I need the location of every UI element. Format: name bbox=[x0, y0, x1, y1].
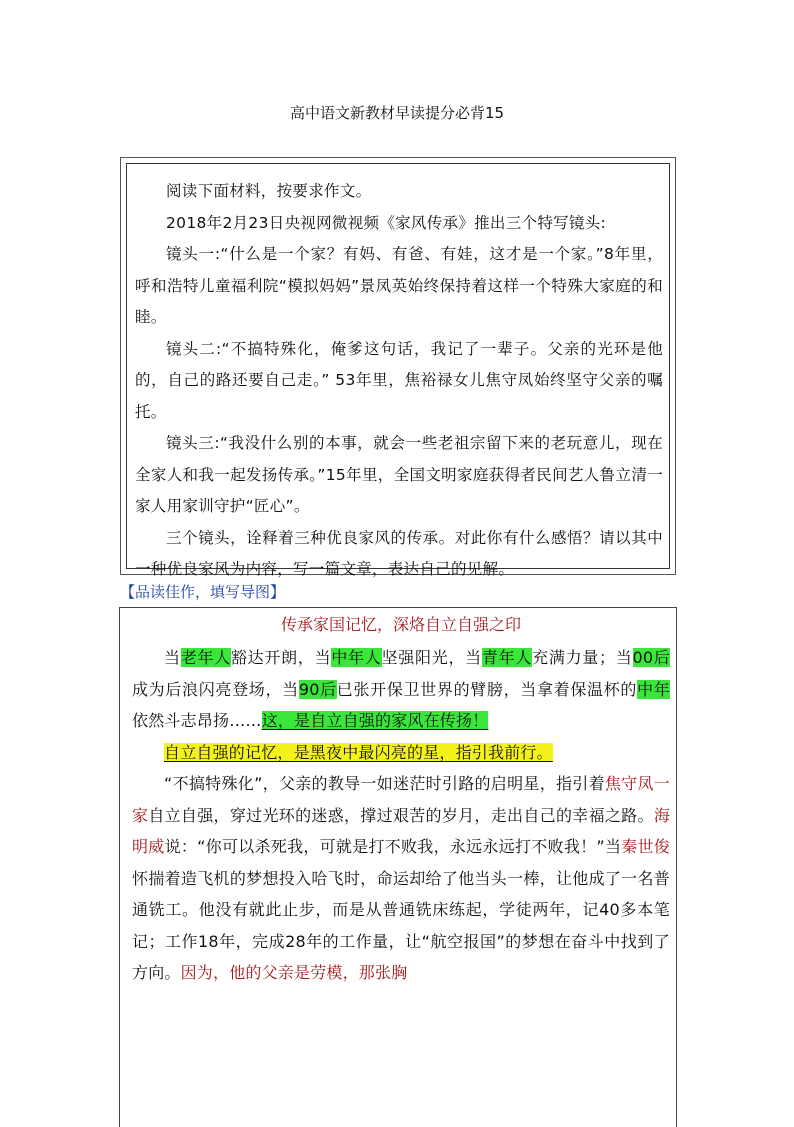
prompt-inner-frame bbox=[126, 163, 670, 578]
essay-box bbox=[119, 607, 677, 1127]
essay-title: 传承家国记忆，深烙自立自强之印 bbox=[280, 615, 521, 634]
prompt-intro: 2018年2月23日央视网微视频《家风传承》推出三个特写镜头: bbox=[166, 213, 607, 232]
highlight-central-idea: 自立自强的记忆，是黑夜中最闪亮的星，指引我前行。 bbox=[164, 742, 553, 762]
essay-text: 自立自强，穿过光环的迷惑，撑过艰苦的岁月，走出自己的幸福之路。 bbox=[148, 805, 654, 825]
highlight-thesis: 这，是自立自强的家风在传扬！ bbox=[261, 711, 489, 730]
essay-text: 说：“你可以杀死我，可就是打不败我，永远永远打不败我！”当 bbox=[164, 837, 622, 856]
essay-paragraph-1 bbox=[132, 642, 670, 737]
highlight-youth: 青年人 bbox=[481, 648, 533, 667]
section-header: 【品读佳作，填写导图】 bbox=[120, 583, 286, 601]
essay-text: 当 bbox=[164, 648, 181, 667]
essay-text: “不搞特殊化”，父亲的教导一如迷茫时引路的启明星，指引着 bbox=[164, 774, 605, 793]
essay-text: 豁达开朗，当 bbox=[230, 648, 332, 667]
prompt-shot-two: 镜头二:“不搞特殊化，俺爹这句话，我记了一辈子。父亲的光环是他的，自己的路还要自己走。” 53年里，焦裕禄女儿焦守凤始终坚守父亲的嘱托。 bbox=[135, 339, 663, 421]
red-text-jiao-family: 焦守凤一家 bbox=[132, 774, 670, 825]
red-text-hemingway: 海明威 bbox=[132, 805, 671, 856]
essay-text: 充满力量；当 bbox=[532, 648, 633, 667]
essay-paragraph-3 bbox=[132, 768, 670, 989]
prompt-shot-three: 镜头三:“我没什么别的本事，就会一些老祖宗留下来的老玩意儿，现在全家人和我一起发扬传承。”15年里，全国文明家庭获得者民间艺人鲁立清一家人用家训守护“匠心”。 bbox=[135, 434, 663, 515]
prompt-box bbox=[120, 157, 676, 578]
essay-text: 已张开保卫世界的臂膀，当拿着保温杯的 bbox=[336, 679, 638, 699]
essay-text: 成为后浪闪亮登场，当 bbox=[132, 679, 299, 699]
highlight-post-00: 00后 bbox=[632, 648, 671, 667]
prompt-shot-one: 镜头一:“什么是一个家？有妈、有爸、有娃，这才是一个家。”8年里，呼和浩特儿童福利院“模拟妈妈”景凤英始终保持着这样一个特殊大家庭的和睦。 bbox=[135, 245, 663, 326]
prompt-instruction: 阅读下面材料，按要求作文。 bbox=[166, 182, 372, 200]
highlight-post-90-suffix: 后 bbox=[319, 679, 337, 699]
highlight-elderly: 老年人 bbox=[180, 648, 231, 667]
page-title: 高中语文新教材早读提分必背15 bbox=[289, 104, 505, 122]
red-text-reason: 因为，他的父亲是劳模，那张胸 bbox=[180, 963, 408, 982]
red-text-qin-shijun: 秦世俊 bbox=[621, 837, 670, 856]
highlight-post-90-number: 90 bbox=[298, 679, 320, 699]
essay-paragraph-2 bbox=[132, 737, 670, 769]
highlight-middle-age: 中年 bbox=[637, 679, 670, 699]
essay-text: 怀揣着造飞机的梦想投入哈飞时，命运却给了他当头一棒，让他成了一名普通铣工。他没有就此止步，而是从普通铣床练起，学徒两年，记40多本笔记；工作18年，完成28年的工作量，让“航空报国”的梦想在奋斗中找到了方向。 bbox=[132, 868, 670, 982]
prompt-task: 三个镜头，诠释着三种优良家风的传承。对此你有什么感悟？请以其中一种优良家风为内容，写一篇文章，表达自己的见解。 bbox=[135, 528, 663, 578]
essay-text: 坚强阳光，当 bbox=[381, 648, 482, 667]
highlight-middle-aged: 中年人 bbox=[331, 648, 382, 667]
essay-text: 依然斗志昂扬…… bbox=[132, 711, 262, 730]
